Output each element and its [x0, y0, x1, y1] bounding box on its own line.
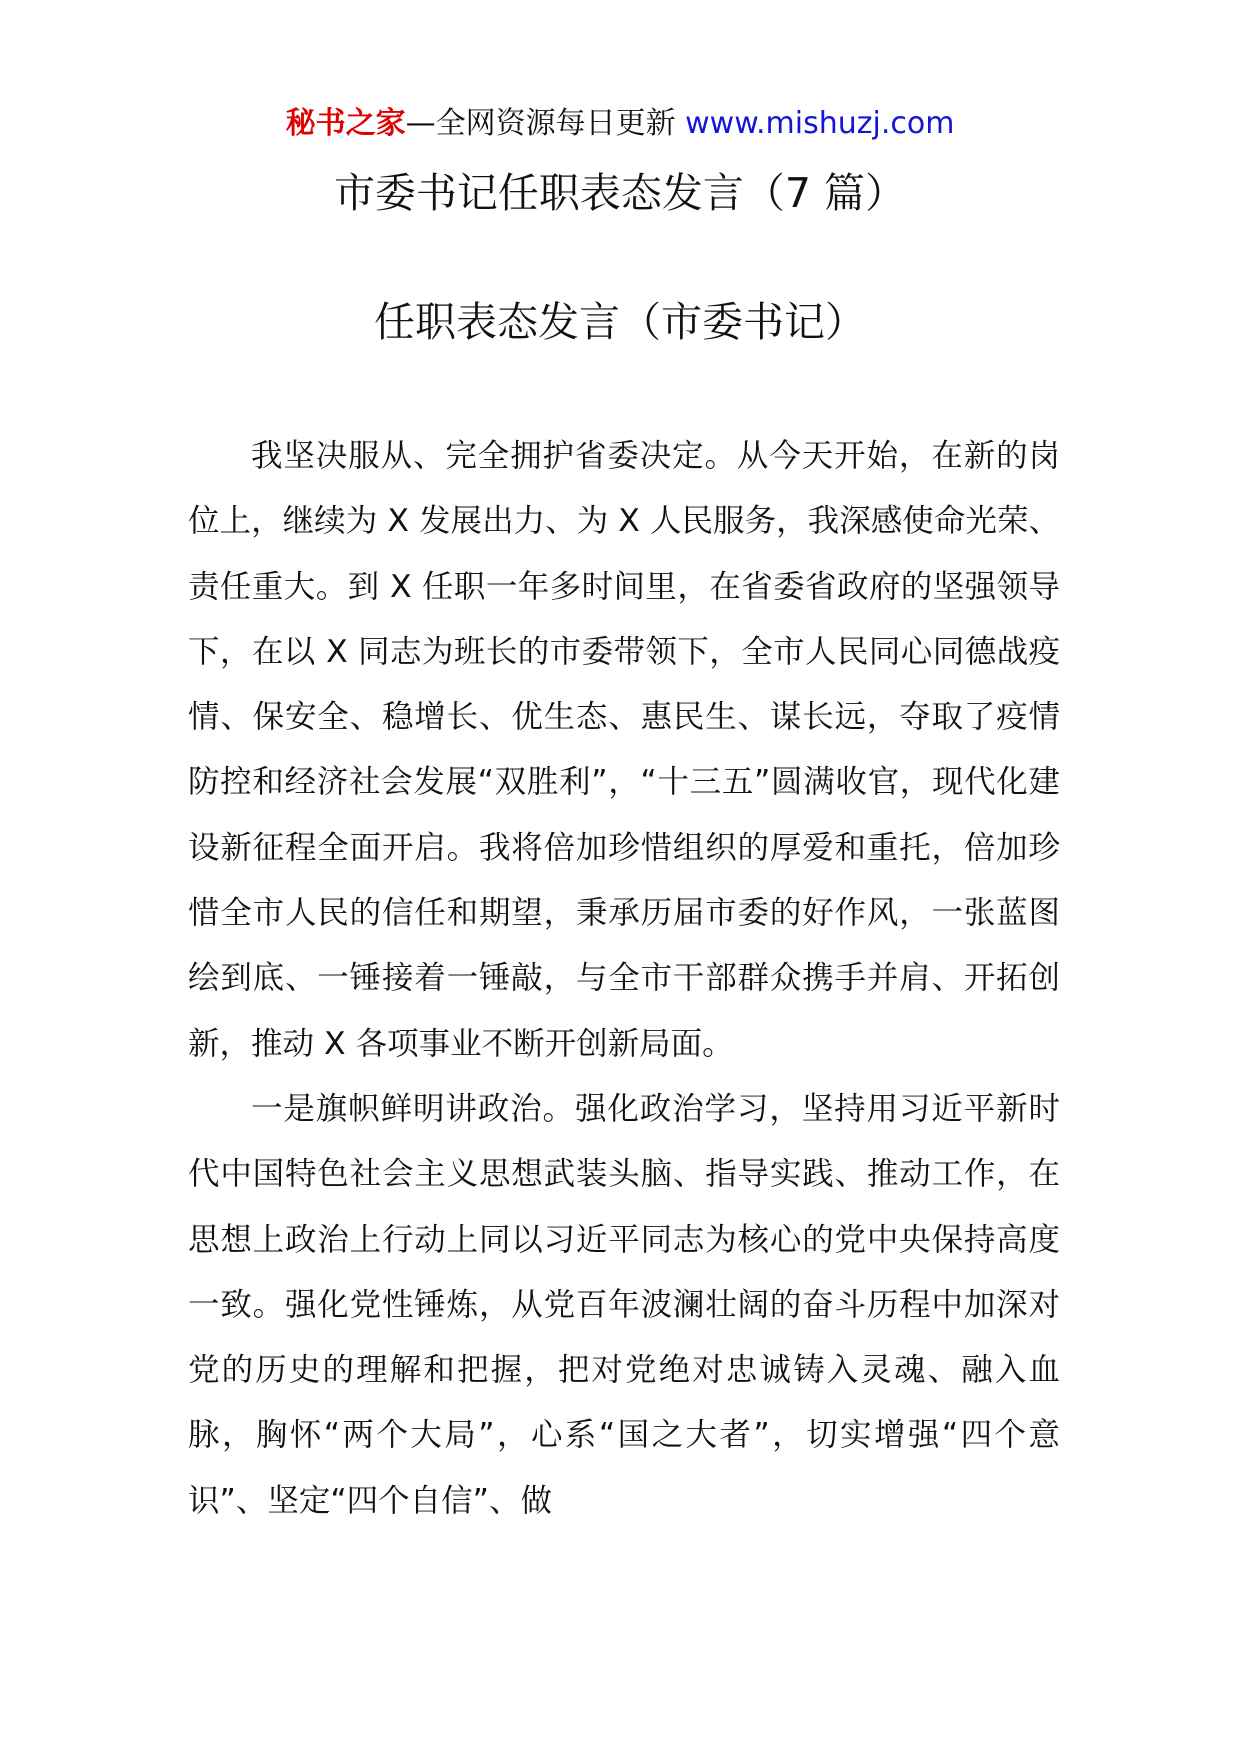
- paragraph: 我坚决服从、完全拥护省委决定。从今天开始，在新的岗位上，继续为 X 发展出力、为 X 人民服务，我深感使命光荣、责任重大。到 X 任职一年多时间里，在省委省政府的坚强领导下，在以 X 同志为班长的市委带领下，全市人民同心同德战疫情、保安全、稳增长、优生态、惠民生、谋长远，夺取了疫情防控和经济社会发展“双胜利”，“十三五”圆满收官，现代化建设新征程全面开启。我将倍加珍惜组织的厚爱和重托，倍加珍惜全市人民的信任和期望，秉承历届市委的好作风，一张蓝图绘到底、一锤接着一锤敲，与全市干部群众携手并肩、开拓创新，推动 X 各项事业不断开创新局面。: [188, 438, 1060, 1062]
- document-subtitle: 任职表态发言（市委书记）: [374, 298, 866, 346]
- document-body: [188, 424, 1060, 1534]
- paragraph: 一是旗帜鲜明讲政治。强化政治学习，坚持用习近平新时代中国特色社会主义思想武装头脑、指导实践、推动工作，在思想上政治上行动上同以习近平同志为核心的党中央保持高度一致。强化党性锤炼，从党百年波澜壮阔的奋斗历程中加深对党的历史的理解和把握，把对党绝对忠诚铸入灵魂、融入血脉，胸怀“两个大局”，心系“国之大者”，切实增强“四个意识”、坚定“四个自信”、做: [188, 1090, 1060, 1519]
- site-tagline: —全网资源每日更新: [405, 106, 676, 141]
- site-brand: 秘书之家: [285, 106, 406, 141]
- site-header: [0, 100, 1240, 148]
- site-url-link[interactable]: www.mishuzj.com: [685, 106, 955, 141]
- document-title: 市委书记任职表态发言（7 篇）: [333, 169, 907, 217]
